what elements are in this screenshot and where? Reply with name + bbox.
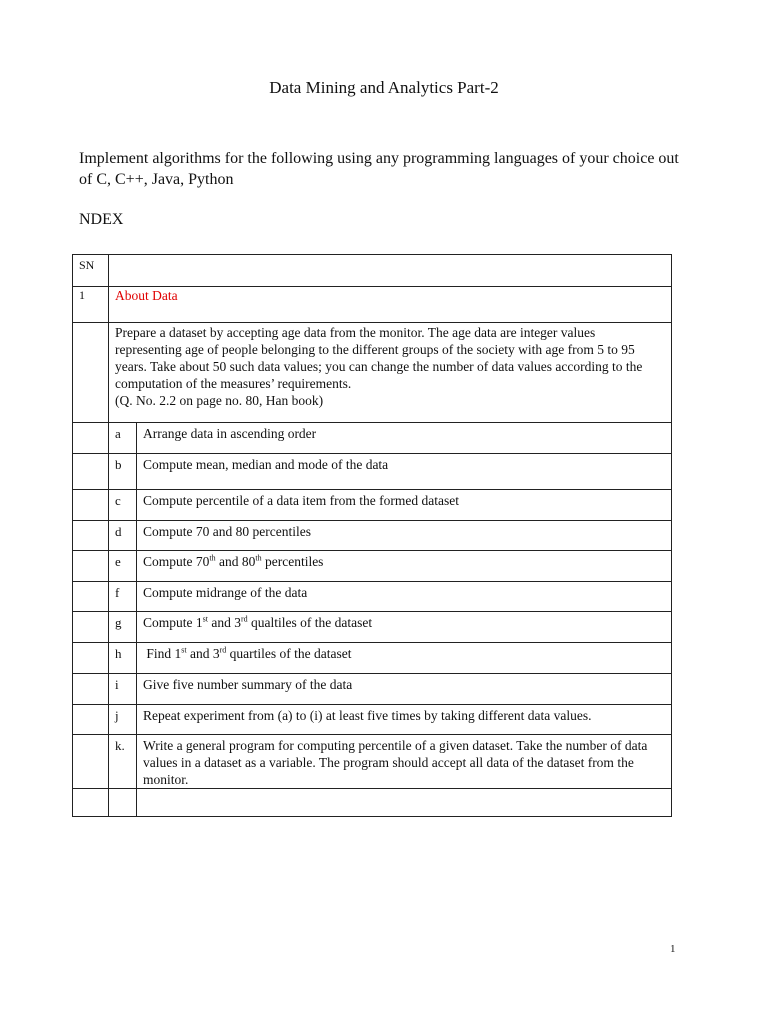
page-number: 1 bbox=[670, 943, 676, 955]
row-text: Compute 70 and 80 percentiles bbox=[137, 521, 672, 551]
row-letter: j bbox=[109, 705, 137, 735]
row-sn-cell bbox=[73, 582, 109, 612]
row-sn-cell bbox=[73, 643, 109, 674]
content-header bbox=[109, 255, 672, 287]
superscript: th bbox=[255, 553, 262, 563]
table-row bbox=[73, 705, 672, 735]
row-letter: e bbox=[109, 551, 137, 582]
table-header-row bbox=[73, 255, 672, 287]
empty-cell bbox=[137, 789, 672, 817]
row-letter: g bbox=[109, 612, 137, 643]
row-sn-cell bbox=[73, 551, 109, 582]
empty-cell bbox=[73, 789, 109, 817]
row-sn-cell bbox=[73, 490, 109, 521]
text-part: Find 1 bbox=[143, 646, 182, 661]
table-row bbox=[73, 551, 672, 582]
row-letter: a bbox=[109, 423, 137, 454]
text-part: percentiles bbox=[261, 554, 324, 569]
table-row bbox=[73, 490, 672, 521]
row-letter: i bbox=[109, 674, 137, 705]
page-title: Data Mining and Analytics Part-2 bbox=[269, 78, 499, 97]
row-letter: d bbox=[109, 521, 137, 551]
row-text: Write a general program for computing percentile of a given dataset. Take the number of data values in a dataset as a variable. The program should accept all data of the dataset from the monitor. bbox=[137, 735, 672, 789]
empty-row bbox=[73, 789, 672, 817]
superscript: st bbox=[202, 614, 208, 624]
table-row bbox=[73, 735, 672, 789]
description-cell bbox=[109, 323, 672, 423]
text-part: Compute 70 bbox=[143, 554, 210, 569]
row-sn-cell bbox=[73, 674, 109, 705]
table-row bbox=[73, 582, 672, 612]
text-part: and 80 bbox=[215, 554, 256, 569]
row-text: Compute mean, median and mode of the data bbox=[137, 454, 672, 490]
table-row bbox=[73, 674, 672, 705]
text-part: and 3 bbox=[207, 615, 241, 630]
row-text: Arrange data in ascending order bbox=[137, 423, 672, 454]
row-text: Compute percentile of a data item from the formed dataset bbox=[137, 490, 672, 521]
row-sn-cell bbox=[73, 423, 109, 454]
row-text: Repeat experiment from (a) to (i) at least five times by taking different data values. bbox=[137, 705, 672, 735]
row-text: Give five number summary of the data bbox=[137, 674, 672, 705]
index-heading: NDEX bbox=[79, 211, 124, 228]
table-row bbox=[73, 423, 672, 454]
superscript: rd bbox=[219, 645, 227, 655]
row-letter: f bbox=[109, 582, 137, 612]
text-part: qualtiles of the dataset bbox=[247, 615, 373, 630]
row-sn-cell bbox=[73, 454, 109, 490]
description-sn-cell bbox=[73, 323, 109, 423]
table-row bbox=[73, 612, 672, 643]
row-sn-cell bbox=[73, 735, 109, 789]
empty-cell bbox=[109, 789, 137, 817]
row-letter: h bbox=[109, 643, 137, 674]
table-row bbox=[73, 643, 672, 674]
row-text bbox=[137, 612, 672, 643]
text-part: and 3 bbox=[186, 646, 220, 661]
row-letter: c bbox=[109, 490, 137, 521]
text-part: Compute 1 bbox=[143, 615, 203, 630]
description-reference: (Q. No. 2.2 on page no. 80, Han book) bbox=[115, 393, 324, 408]
row-sn-cell bbox=[73, 612, 109, 643]
row-letter: k. bbox=[109, 735, 137, 789]
row-letter: b bbox=[109, 454, 137, 490]
section-number: 1 bbox=[73, 287, 109, 323]
sn-header: SN bbox=[73, 255, 109, 287]
table-row bbox=[73, 454, 672, 490]
section-title: About Data bbox=[109, 287, 672, 323]
row-sn-cell bbox=[73, 705, 109, 735]
intro-paragraph: Implement algorithms for the following using any programming languages of your choice out of C, C++, Java, Python bbox=[79, 150, 679, 188]
row-text bbox=[137, 643, 672, 674]
description-text: Prepare a dataset by accepting age data from the monitor. The age data are integer values representing age of people belonging to the different groups of the society with age from 5 to 95 years. Take about 50 such data values; you can change the number of data values according to the computation of the measures’ requirements. bbox=[115, 325, 643, 391]
row-text: Compute midrange of the data bbox=[137, 582, 672, 612]
section-row bbox=[73, 287, 672, 323]
text-part: quartiles of the dataset bbox=[226, 646, 352, 661]
index-table bbox=[72, 254, 672, 817]
superscript: rd bbox=[240, 614, 248, 624]
superscript: th bbox=[209, 553, 216, 563]
superscript: st bbox=[181, 645, 187, 655]
row-text bbox=[137, 551, 672, 582]
table-row bbox=[73, 521, 672, 551]
row-sn-cell bbox=[73, 521, 109, 551]
description-row bbox=[73, 323, 672, 423]
